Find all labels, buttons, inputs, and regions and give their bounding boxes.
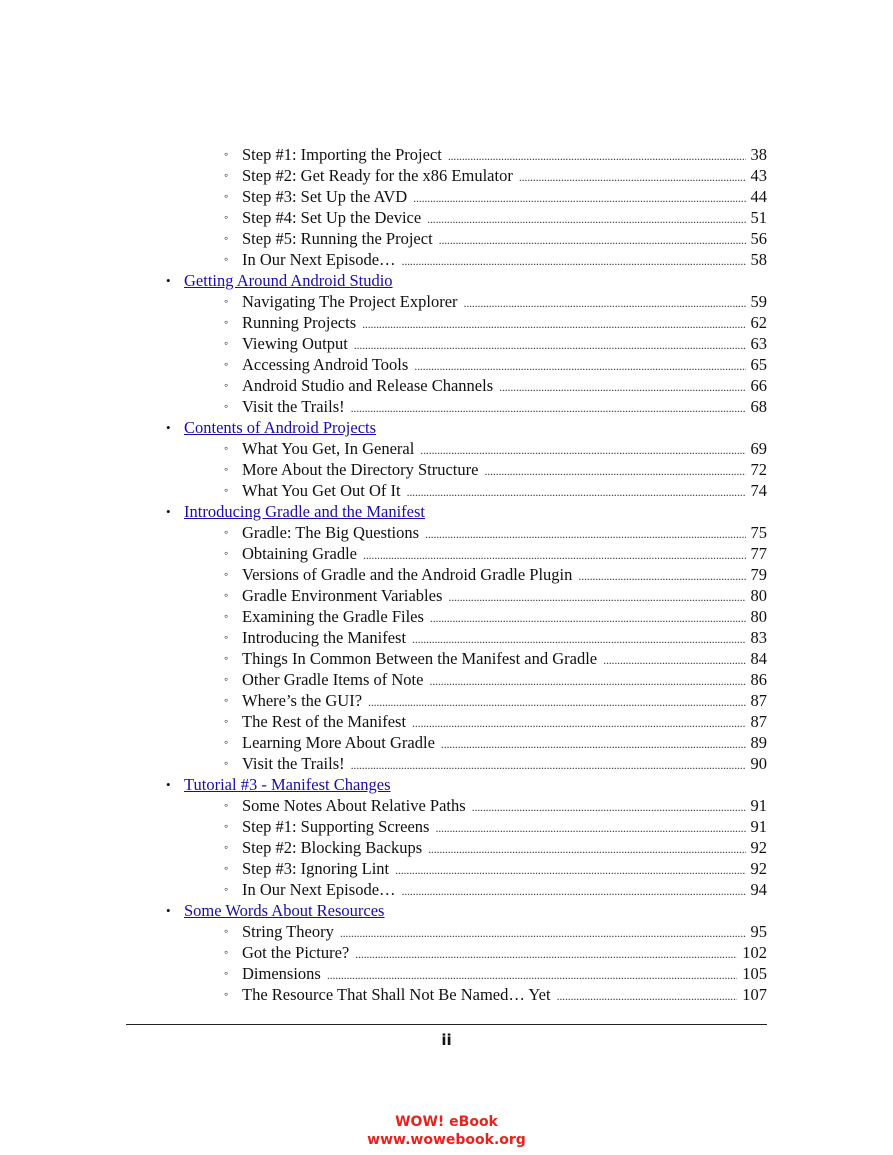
page-ref: 80 <box>750 607 767 626</box>
dot-leader <box>484 461 745 482</box>
circle-bullet-icon: ◦ <box>224 252 229 266</box>
toc-entry <box>242 228 767 251</box>
section-title: Step #2: Get Ready for the x86 Emulator <box>242 166 513 185</box>
page-ref: 84 <box>750 649 767 668</box>
toc-section <box>0 984 893 1005</box>
dot-leader <box>327 965 737 986</box>
section-title: Things In Common Between the Manifest and Gradle <box>242 649 598 668</box>
circle-bullet-icon: ◦ <box>224 861 229 875</box>
toc-entry <box>242 375 767 398</box>
section-title: The Rest of the Manifest <box>242 712 407 731</box>
page-ref: 86 <box>750 670 767 689</box>
circle-bullet-icon: ◦ <box>224 231 229 245</box>
toc-entry <box>242 837 767 860</box>
toc-entry <box>242 648 767 671</box>
toc-section <box>0 879 893 900</box>
section-title: Navigating The Project Explorer <box>242 292 458 311</box>
page-ref: 72 <box>750 460 767 479</box>
toc-entry <box>242 753 767 776</box>
circle-bullet-icon: ◦ <box>224 567 229 581</box>
circle-bullet-icon: ◦ <box>224 315 229 329</box>
page-ref: 105 <box>742 964 767 983</box>
section-title: Other Gradle Items of Note <box>242 670 424 689</box>
dot-leader <box>448 587 745 608</box>
dot-leader <box>412 713 745 734</box>
dot-leader <box>429 671 745 692</box>
toc-entry <box>242 963 767 986</box>
toc-entry <box>242 585 767 608</box>
chapter-link[interactable]: Tutorial #3 - Manifest Changes <box>184 775 391 794</box>
dot-leader <box>354 335 746 356</box>
circle-bullet-icon: ◦ <box>224 966 229 980</box>
page-ref: 43 <box>750 166 767 185</box>
toc-entry <box>242 186 767 209</box>
toc-section <box>0 186 893 207</box>
dot-leader <box>368 692 745 713</box>
toc-chapter[interactable] <box>0 501 893 522</box>
toc-chapter[interactable] <box>0 774 893 795</box>
page-ref: 75 <box>750 523 767 542</box>
section-title: Some Notes About Relative Paths <box>242 796 466 815</box>
toc-section <box>0 564 893 585</box>
section-title: Visit the Trails! <box>242 397 345 416</box>
toc-entry <box>242 459 767 482</box>
toc-section <box>0 249 893 270</box>
dot-leader <box>420 440 745 461</box>
toc-entry <box>242 984 767 1007</box>
page-ref: 89 <box>750 733 767 752</box>
toc-section <box>0 795 893 816</box>
circle-bullet-icon: ◦ <box>224 294 229 308</box>
section-title: Android Studio and Release Channels <box>242 376 494 395</box>
toc-entry <box>242 921 767 944</box>
section-title: Learning More About Gradle <box>242 733 435 752</box>
page-ref: 87 <box>750 691 767 710</box>
toc-section <box>0 963 893 984</box>
page-ref: 63 <box>750 334 767 353</box>
page-ref: 91 <box>750 817 767 836</box>
toc-section <box>0 438 893 459</box>
toc-entry <box>242 396 767 419</box>
page-ref: 74 <box>750 481 767 500</box>
section-title: Accessing Android Tools <box>242 355 409 374</box>
toc-section <box>0 606 893 627</box>
section-title: In Our Next Episode… <box>242 880 396 899</box>
toc-section <box>0 732 893 753</box>
toc-entry <box>242 816 767 839</box>
chapter-link[interactable]: Getting Around Android Studio <box>184 271 393 290</box>
section-title: Running Projects <box>242 313 357 332</box>
toc-entry <box>242 333 767 356</box>
circle-bullet-icon: ◦ <box>224 714 229 728</box>
toc-entry <box>242 711 767 734</box>
chapter-link[interactable]: Some Words About Resources <box>184 901 385 920</box>
dot-leader <box>603 650 745 671</box>
page-ref: 91 <box>750 796 767 815</box>
dot-leader <box>413 188 745 209</box>
circle-bullet-icon: ◦ <box>224 987 229 1001</box>
section-title: Step #5: Running the Project <box>242 229 433 248</box>
toc-section <box>0 396 893 417</box>
section-title: What You Get Out Of It <box>242 481 401 500</box>
dot-leader <box>407 482 746 503</box>
toc-section <box>0 816 893 837</box>
circle-bullet-icon: ◦ <box>224 840 229 854</box>
circle-bullet-icon: ◦ <box>224 924 229 938</box>
dot-leader <box>363 545 745 566</box>
page-ref: 87 <box>750 712 767 731</box>
watermark-title[interactable]: WOW! eBook <box>395 1114 498 1130</box>
section-title: In Our Next Episode… <box>242 250 396 269</box>
dot-leader <box>557 986 738 1007</box>
toc-entry <box>242 795 767 818</box>
dot-leader <box>439 230 746 251</box>
toc-entry <box>242 690 767 713</box>
page-ref: 51 <box>750 208 767 227</box>
circle-bullet-icon: ◦ <box>224 672 229 686</box>
toc-section <box>0 753 893 774</box>
circle-bullet-icon: ◦ <box>224 399 229 413</box>
page-ref: 92 <box>750 859 767 878</box>
toc-section <box>0 375 893 396</box>
dot-leader <box>414 356 745 377</box>
section-title: Visit the Trails! <box>242 754 345 773</box>
section-title: Step #1: Importing the Project <box>242 145 442 164</box>
circle-bullet-icon: ◦ <box>224 525 229 539</box>
page-ref: 90 <box>750 754 767 773</box>
circle-bullet-icon: ◦ <box>224 357 229 371</box>
page-ref: 79 <box>750 565 767 584</box>
dot-leader <box>448 146 746 167</box>
toc-section <box>0 627 893 648</box>
dot-leader <box>519 167 746 188</box>
section-title: Step #4: Set Up the Device <box>242 208 422 227</box>
toc-entry <box>242 249 767 272</box>
toc-entry <box>242 291 767 314</box>
circle-bullet-icon: ◦ <box>224 882 229 896</box>
section-title: String Theory <box>242 922 334 941</box>
dot-leader <box>430 608 746 629</box>
bullet-icon: • <box>166 273 171 288</box>
section-title: Got the Picture? <box>242 943 350 962</box>
page-ref: 77 <box>750 544 767 563</box>
toc-entry <box>242 627 767 650</box>
bullet-icon: • <box>166 903 171 918</box>
section-title: Introducing the Manifest <box>242 628 407 647</box>
circle-bullet-icon: ◦ <box>224 168 229 182</box>
section-title: Dimensions <box>242 964 321 983</box>
section-title: Versions of Gradle and the Android Gradle Plugin <box>242 565 573 584</box>
toc-section <box>0 291 893 312</box>
dot-leader <box>427 209 745 230</box>
toc-section <box>0 648 893 669</box>
toc-section <box>0 165 893 186</box>
dot-leader <box>402 251 746 272</box>
toc-section <box>0 312 893 333</box>
page-ref: 44 <box>750 187 767 206</box>
section-title: Gradle: The Big Questions <box>242 523 420 542</box>
page-ref: 69 <box>750 439 767 458</box>
dot-leader <box>499 377 745 398</box>
bullet-icon: • <box>166 420 171 435</box>
page-ref: 107 <box>742 985 767 1004</box>
toc-section <box>0 459 893 480</box>
page-ref: 92 <box>750 838 767 857</box>
toc-entry <box>242 207 767 230</box>
bullet-icon: • <box>166 504 171 519</box>
page-number: ii <box>441 1031 452 1049</box>
circle-bullet-icon: ◦ <box>224 693 229 707</box>
toc-section <box>0 837 893 858</box>
toc-entry <box>242 564 767 587</box>
page-ref: 59 <box>750 292 767 311</box>
footer-divider <box>126 1024 767 1025</box>
circle-bullet-icon: ◦ <box>224 210 229 224</box>
dot-leader <box>402 881 746 902</box>
circle-bullet-icon: ◦ <box>224 189 229 203</box>
toc-entry <box>242 480 767 503</box>
section-title: Obtaining Gradle <box>242 544 358 563</box>
circle-bullet-icon: ◦ <box>224 588 229 602</box>
toc-section <box>0 144 893 165</box>
section-title: What You Get, In General <box>242 439 415 458</box>
toc-entry <box>242 144 767 167</box>
section-title: Step #1: Supporting Screens <box>242 817 430 836</box>
page-ref: 95 <box>750 922 767 941</box>
dot-leader <box>441 734 746 755</box>
circle-bullet-icon: ◦ <box>224 546 229 560</box>
circle-bullet-icon: ◦ <box>224 945 229 959</box>
circle-bullet-icon: ◦ <box>224 756 229 770</box>
toc-chapter[interactable] <box>0 417 893 438</box>
bullet-icon: • <box>166 777 171 792</box>
toc-section <box>0 522 893 543</box>
toc-entry <box>242 606 767 629</box>
watermark[interactable] <box>0 1113 893 1149</box>
toc-entry <box>242 165 767 188</box>
page-ref: 66 <box>750 376 767 395</box>
toc-entry <box>242 858 767 881</box>
toc-section <box>0 858 893 879</box>
circle-bullet-icon: ◦ <box>224 609 229 623</box>
dot-leader <box>395 860 745 881</box>
dot-leader <box>362 314 745 335</box>
page-ref: 80 <box>750 586 767 605</box>
page-ref: 58 <box>750 250 767 269</box>
circle-bullet-icon: ◦ <box>224 378 229 392</box>
toc-section <box>0 690 893 711</box>
circle-bullet-icon: ◦ <box>224 147 229 161</box>
toc-section <box>0 228 893 249</box>
circle-bullet-icon: ◦ <box>224 483 229 497</box>
dot-leader <box>412 629 745 650</box>
chapter-link[interactable]: Contents of Android Projects <box>184 418 377 437</box>
dot-leader <box>340 923 746 944</box>
toc-entry <box>242 669 767 692</box>
page-ref: 62 <box>750 313 767 332</box>
dot-leader <box>435 818 745 839</box>
toc-section <box>0 333 893 354</box>
table-of-contents <box>0 144 893 1005</box>
toc-section <box>0 921 893 942</box>
page-ref: 94 <box>750 880 767 899</box>
toc-entry <box>242 879 767 902</box>
dot-leader <box>351 755 746 776</box>
page-ref: 38 <box>750 145 767 164</box>
toc-section <box>0 543 893 564</box>
circle-bullet-icon: ◦ <box>224 798 229 812</box>
toc-entry <box>242 522 767 545</box>
toc-entry <box>242 732 767 755</box>
section-title: Gradle Environment Variables <box>242 586 443 605</box>
section-title: More About the Directory Structure <box>242 460 479 479</box>
toc-chapter[interactable] <box>0 270 893 291</box>
page-ref: 83 <box>750 628 767 647</box>
toc-entry <box>242 354 767 377</box>
circle-bullet-icon: ◦ <box>224 819 229 833</box>
section-title: Step #3: Ignoring Lint <box>242 859 390 878</box>
dot-leader <box>464 293 746 314</box>
dot-leader <box>472 797 746 818</box>
toc-section <box>0 585 893 606</box>
section-title: Step #2: Blocking Backups <box>242 838 423 857</box>
toc-entry <box>242 942 767 965</box>
watermark-url[interactable]: www.wowebook.org <box>367 1132 526 1148</box>
section-title: The Resource That Shall Not Be Named… Yet <box>242 985 551 1004</box>
circle-bullet-icon: ◦ <box>224 735 229 749</box>
section-title: Where’s the GUI? <box>242 691 363 710</box>
dot-leader <box>578 566 745 587</box>
toc-entry <box>242 543 767 566</box>
toc-entry <box>242 438 767 461</box>
toc-section <box>0 354 893 375</box>
circle-bullet-icon: ◦ <box>224 462 229 476</box>
section-title: Viewing Output <box>242 334 348 353</box>
page-ref: 56 <box>750 229 767 248</box>
circle-bullet-icon: ◦ <box>224 651 229 665</box>
circle-bullet-icon: ◦ <box>224 441 229 455</box>
toc-section <box>0 207 893 228</box>
circle-bullet-icon: ◦ <box>224 336 229 350</box>
chapter-link[interactable]: Introducing Gradle and the Manifest <box>184 502 426 521</box>
toc-entry <box>242 312 767 335</box>
toc-section <box>0 480 893 501</box>
dot-leader <box>351 398 746 419</box>
section-title: Examining the Gradle Files <box>242 607 424 626</box>
toc-section <box>0 669 893 690</box>
dot-leader <box>355 944 737 965</box>
section-title: Step #3: Set Up the AVD <box>242 187 408 206</box>
page-ref: 102 <box>742 943 767 962</box>
dot-leader <box>425 524 745 545</box>
circle-bullet-icon: ◦ <box>224 630 229 644</box>
toc-section <box>0 942 893 963</box>
dot-leader <box>428 839 745 860</box>
toc-chapter[interactable] <box>0 900 893 921</box>
page-ref: 65 <box>750 355 767 374</box>
page-ref: 68 <box>750 397 767 416</box>
toc-section <box>0 711 893 732</box>
